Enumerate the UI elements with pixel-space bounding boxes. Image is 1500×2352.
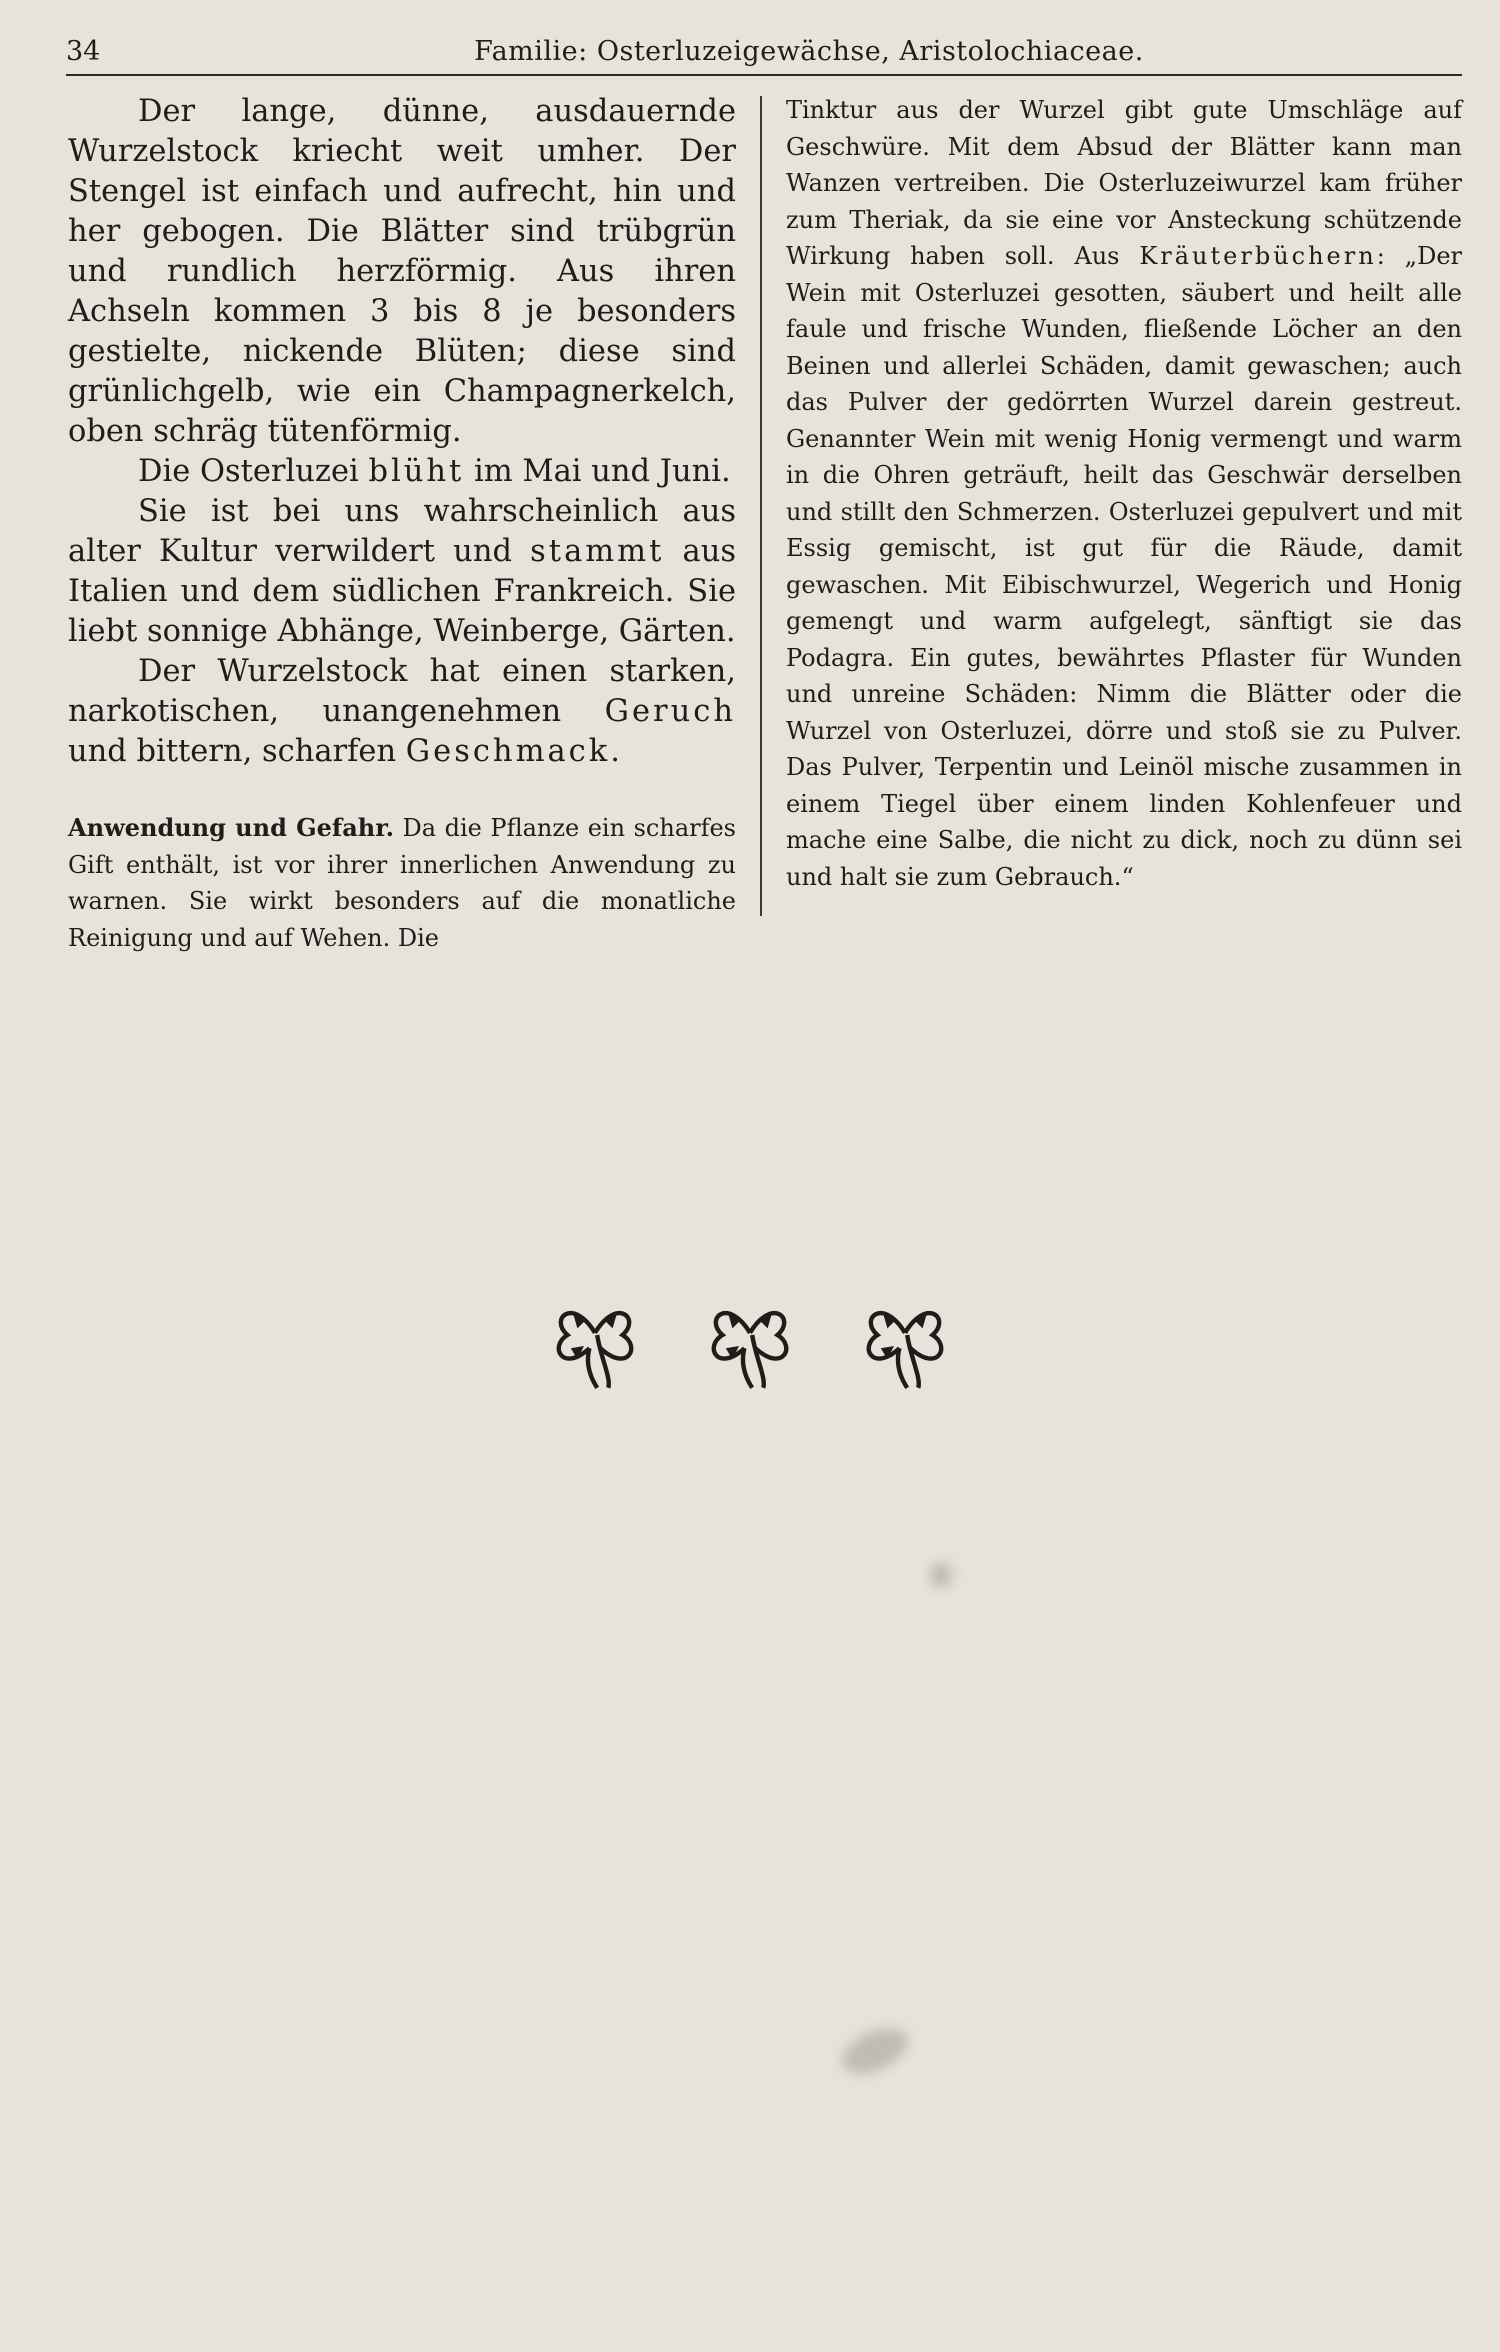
bloom-paragraph [68,452,736,492]
bloom-emphasis: blüht [368,454,465,489]
usage-text: Da die Pflanze ein scharfes Gift enthält, ist vor ihrer innerlichen Anwendung zu warnen. Sie wirkt besonders auf die monatliche Reinigung und auf Wehen. Die [68,814,736,952]
description-text: Der lange, dünne, ausdauernde Wurzelstock kriecht weit umher. Der Stengel ist einfach und aufrecht, hin und her gebogen. Die Blätter sind trübgrün und rundlich herzförmig. Aus ihren Achseln kommen 3 bis 8 je besonders gestielte, nickende Blüten; diese sind grünlichgelb, wie ein Champagnerkelch, oben schräg tütenförmig. [68,94,736,449]
smell-paragraph [68,652,736,772]
remedies-quote: : „Der Wein mit Osterluzei gesotten, säubert und heilt alle faule und frische Wunden, fließende Löcher an den Beinen und allerlei Schäden, damit gewaschen; auch das Pulver der gedörrten Wurzel darein gestreut. Genannter Wein mit wenig Honig vermengt und warm in die Ohren geträuft, heilt das Geschwär derselben und stillt den Schmerzen. Osterluzei gepulvert und mit Essig gemischt, ist gut für die Räude, damit gewaschen. Mit Eibischwurzel, Wegerich und Honig gemengt und warm aufgelegt, sänftigt sie das Podagra. Ein gutes, bewährtes Pflaster für Wunden und unreine Schäden: Nimm die Blätter oder die Wurzel von Osterluzei, dörre und stoß sie zu Pulver. Das Pulver, Terpentin und Leinöl mische zusammen in einem Tiegel über einem linden Kohlenfeuer und mache eine Salbe, die nicht zu dick, noch zu dünn sei und halt sie zum Gebrauch.“ [786,242,1462,891]
ornament-row [540,1280,960,1390]
remedies-text-start: Tinktur aus der Wurzel gibt gute Umschläge auf Geschwüre. Mit dem Absud der Blätter kann man Wanzen vertreiben. Die Osterluzeiwurzel kam früher zum Theriak, da sie eine vor Ansteckung schützende Wirkung haben soll. Aus [786,96,1462,270]
remedies-paragraph [786,92,1462,895]
origin-text-end: aus Italien und dem südlichen Frankreich. Sie liebt sonnige Abhänge, Weinberge, Gärten. [68,534,736,649]
left-column [68,92,736,956]
clover-ornament-icon [695,1280,805,1390]
smell-text-start: Der Wurzelstock hat einen starken, narkotischen, unangenehmen [68,654,736,729]
bloom-text-start: Die Osterluzei [138,454,369,489]
smell-text-mid: und bittern, scharfen [68,734,406,769]
origin-emphasis: stammt [530,534,665,569]
page-number: 34 [66,35,101,67]
usage-heading: Anwendung und Gefahr. [68,813,395,842]
paper-smudge [930,1562,952,1588]
paper-smudge [835,2019,915,2083]
smell-emphasis: Geruch [604,694,736,729]
page-header [66,28,1462,76]
origin-text-start: Sie ist bei uns wahrscheinlich aus alter Kultur verwildert und [68,494,736,569]
bloom-text-end: im Mai und Juni. [464,454,731,489]
description-paragraph [68,92,736,452]
herbal-books-emphasis: Kräuterbüchern [1139,242,1377,270]
taste-emphasis: Geschmack [405,734,611,769]
smell-text-end: . [610,734,620,769]
running-title: Familie: Osterluzeigewächse, Aristolochiaceae. [474,35,1144,67]
column-divider [760,96,762,916]
clover-ornament-icon [850,1280,960,1390]
right-column [786,92,1462,895]
origin-paragraph [68,492,736,652]
clover-ornament-icon [540,1280,650,1390]
usage-paragraph [68,810,736,956]
